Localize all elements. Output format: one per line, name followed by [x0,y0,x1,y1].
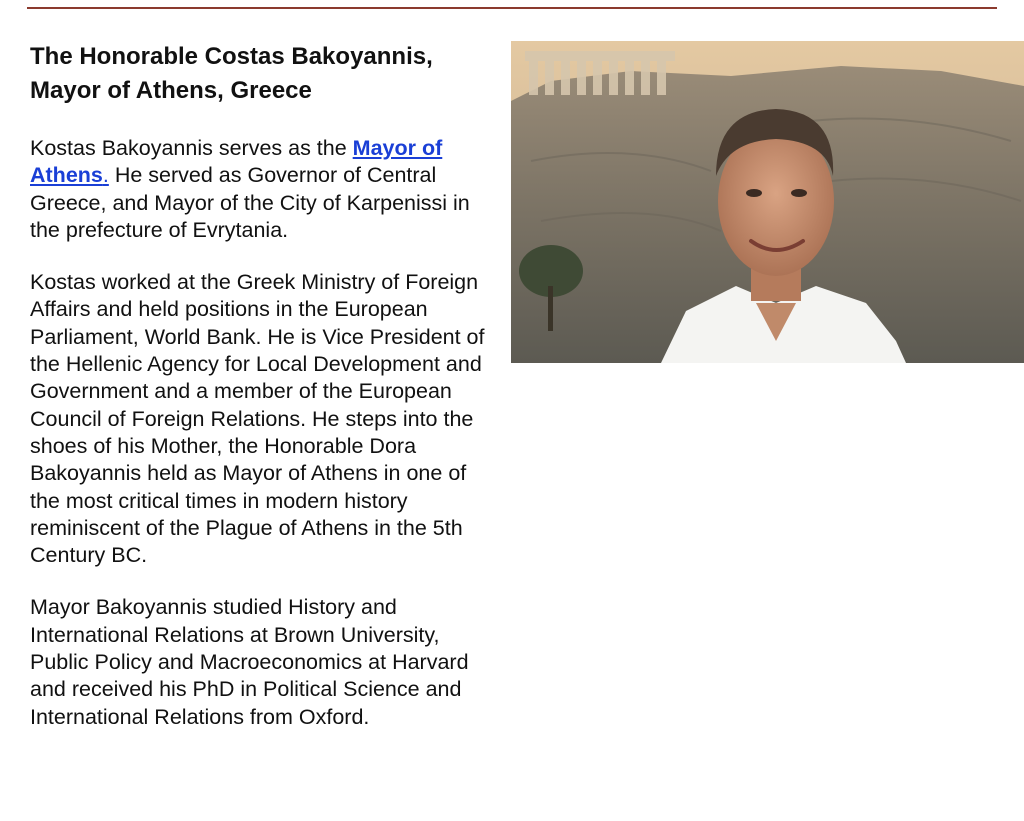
profile-text [30,40,500,731]
profile-paragraph-1 [30,135,500,244]
mayor-portrait-photo [511,41,1024,363]
mayor-of-athens-link-period[interactable]: . [102,163,109,188]
paragraph-1-lead: Kostas Bakoyannis serves as the [30,136,353,160]
paragraph-1-rest: He served as Governor of Central Greece, and Mayor of the City of Karpenissi in the prefecture of Evrytania. [30,163,470,242]
profile-paragraph-3: Mayor Bakoyannis studied History and International Relations at Brown University, Public Policy and Macroeconomics at Harvard and received his PhD in Political Science and International Relations from Oxford. [30,595,469,729]
top-divider [27,7,997,9]
profile-title: The Honorable Costas Bakoyannis, Mayor of Athens, Greece [30,43,433,104]
portrait-illustration [511,41,1024,363]
profile-paragraph-2: Kostas worked at the Greek Ministry of Foreign Affairs and held positions in the European Parliament, World Bank. He is Vice President of the Hellenic Agency for Local Development and Government and a member of the European Council of Foreign Relations. He steps into the shoes of his Mother, the Honorable Dora Bakoyannis held as Mayor of Athens in one of the most critical times in modern history reminiscent of the Plague of Athens in the 5th Century BC. [30,270,485,568]
mayor-of-athens-link-text[interactable]: Mayor of Athens [30,136,443,188]
